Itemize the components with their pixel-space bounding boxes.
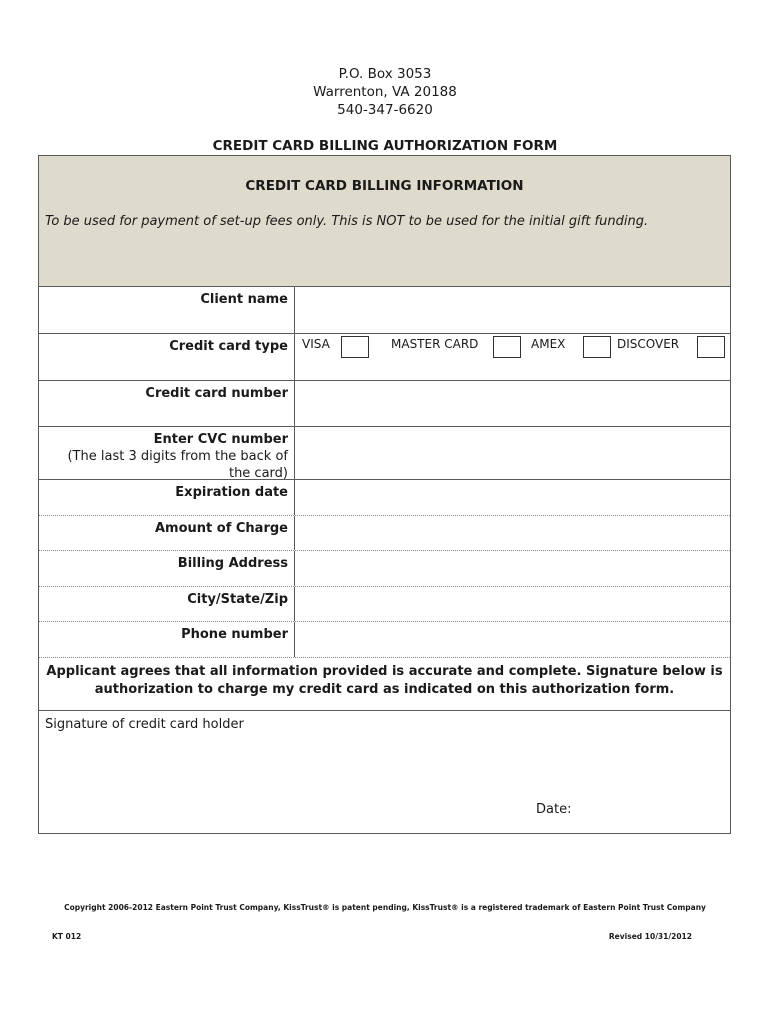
card-type-label: Credit card type [169,339,288,354]
form-title: CREDIT CARD BILLING AUTHORIZATION FORM [212,138,558,154]
amount-field[interactable] [295,516,730,550]
form-id: KT 012 [52,932,82,941]
row-agreement [39,658,730,711]
row-card-number [39,381,730,427]
row-city-state-zip [39,587,730,622]
row-billing-address [39,551,730,587]
client-name-label: Client name [200,292,288,307]
revised-date: Revised 10/31/2012 [608,932,692,941]
expiration-label: Expiration date [175,485,288,500]
discover-checkbox[interactable] [697,336,725,358]
card-type-field [295,334,730,380]
row-amount [39,516,730,551]
date-label: Date: [536,802,572,817]
city-state-zip-field[interactable] [295,587,730,621]
row-phone [39,622,730,658]
billing-address-label: Billing Address [177,556,288,571]
cvc-field[interactable] [295,427,730,479]
header-phone: 540-347-6620 [337,102,433,118]
visa-checkbox[interactable] [341,336,369,358]
authorization-form [38,155,731,834]
visa-option-label: VISA [302,337,330,351]
amex-option-label: AMEX [531,337,566,351]
amex-checkbox[interactable] [583,336,611,358]
signature-label: Signature of credit card holder [45,717,244,732]
billing-info-title: CREDIT CARD BILLING INFORMATION [245,178,524,194]
billing-info-note: To be used for payment of set-up fees only. This is NOT to be used for the initial gift funding. [45,214,649,229]
agreement-text: Applicant agrees that all information provided is accurate and complete. Signature below is authorization to charge my credit card as indicated on this authorization form. [46,664,723,697]
cvc-label [43,431,288,482]
row-client-name [39,287,730,334]
cvc-label-text: Enter CVC number [153,432,288,447]
master-card-option-label: MASTER CARD [391,337,479,351]
billing-address-field[interactable] [295,551,730,586]
billing-info-header [39,156,730,287]
card-number-label: Credit card number [145,386,288,401]
address-line-1: P.O. Box 3053 [338,66,432,82]
address-line-2: Warrenton, VA 20188 [313,84,457,100]
expiration-field[interactable] [295,480,730,515]
signature-area[interactable] [39,711,730,833]
cvc-hint: (The last 3 digits from the back of the card) [67,449,288,481]
city-state-zip-label: City/State/Zip [187,592,288,607]
master-card-checkbox[interactable] [493,336,521,358]
phone-label: Phone number [181,627,288,642]
row-card-type [39,334,730,381]
row-cvc [39,427,730,480]
amount-label: Amount of Charge [154,521,288,536]
row-expiration [39,480,730,516]
phone-field[interactable] [295,622,730,657]
client-name-field[interactable] [295,287,730,333]
copyright-notice: Copyright 2006-2012 Eastern Point Trust Company, KissTrust® is patent pending, KissTrust® is a registered trademark of Eastern Point Trust Company [64,903,706,912]
discover-option-label: DISCOVER [617,337,680,351]
card-number-field[interactable] [295,381,730,426]
